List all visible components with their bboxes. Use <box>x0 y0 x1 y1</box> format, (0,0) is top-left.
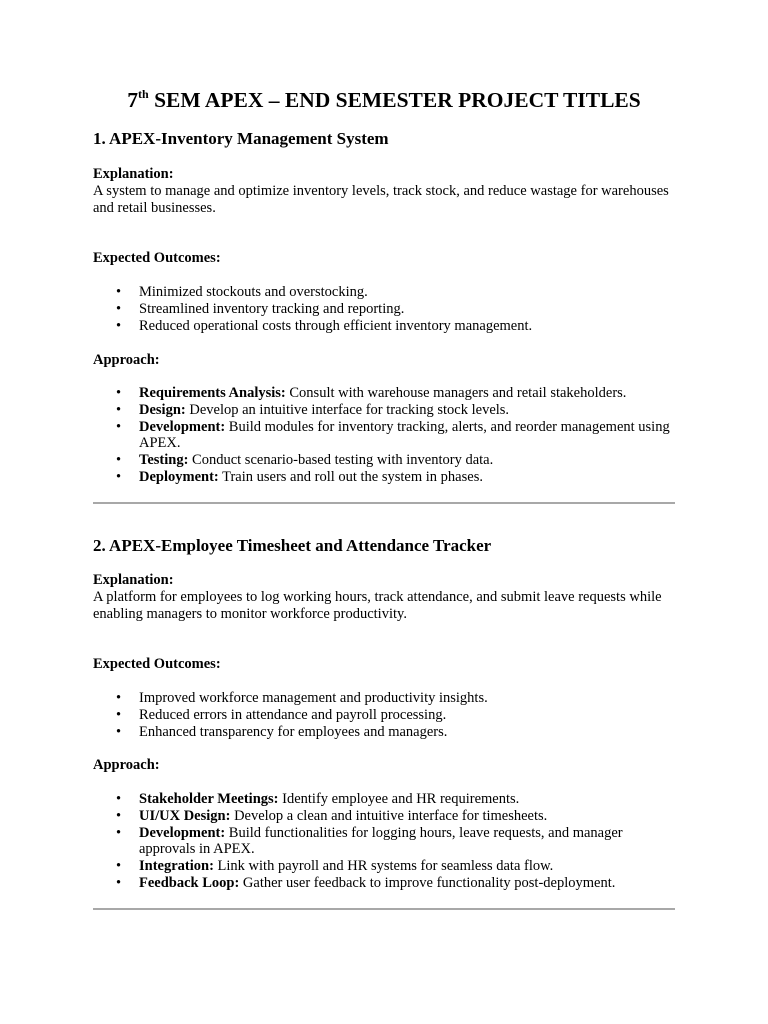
outcomes-list <box>93 284 675 334</box>
list-item: • Feedback Loop: Gather user feedback to improve functionality post-deployment. <box>93 875 675 892</box>
outcomes-list <box>93 690 675 740</box>
expected-outcomes-label: Expected Outcomes: <box>93 250 221 266</box>
explanation-label: Explanation: <box>93 572 174 588</box>
approach-list <box>93 791 675 892</box>
section-divider <box>93 908 675 910</box>
list-item: • Deployment: Train users and roll out the system in phases. <box>93 469 675 486</box>
list-item: • Integration: Link with payroll and HR systems for seamless data flow. <box>93 858 675 875</box>
explanation-text: A system to manage and optimize inventory levels, track stock, and reduce wastage for warehouses and retail businesses. <box>93 183 669 216</box>
approach-label: Approach: <box>93 352 160 368</box>
list-item: • Reduced operational costs through efficient inventory management. <box>93 318 675 335</box>
list-item: • Minimized stockouts and overstocking. <box>93 284 675 301</box>
list-item: • Enhanced transparency for employees and managers. <box>93 724 675 741</box>
list-item: • Design: Develop an intuitive interface for tracking stock levels. <box>93 402 675 419</box>
approach-list <box>93 385 675 486</box>
list-item: • UI/UX Design: Develop a clean and intuitive interface for timesheets. <box>93 808 675 825</box>
explanation-label: Explanation: <box>93 166 174 182</box>
list-item: • Requirements Analysis: Consult with warehouse managers and retail stakeholders. <box>93 385 675 402</box>
project-heading: 1. APEX-Inventory Management System <box>93 129 389 148</box>
project-heading: 2. APEX-Employee Timesheet and Attendance Tracker <box>93 536 492 555</box>
list-item: • Development: Build functionalities for logging hours, leave requests, and manager approvals in APEX. <box>93 825 675 859</box>
list-item: • Improved workforce management and productivity insights. <box>93 690 675 707</box>
list-item: • Streamlined inventory tracking and reporting. <box>93 301 675 318</box>
expected-outcomes-label: Expected Outcomes: <box>93 656 221 672</box>
list-item: • Reduced errors in attendance and payroll processing. <box>93 707 675 724</box>
document-title: 7th SEM APEX – END SEMESTER PROJECT TITLES <box>127 87 641 112</box>
list-item: • Testing: Conduct scenario-based testing with inventory data. <box>93 452 675 469</box>
explanation-text: A platform for employees to log working hours, track attendance, and submit leave requests while enabling managers to monitor workforce productivity. <box>93 589 662 622</box>
list-item: • Development: Build modules for inventory tracking, alerts, and reorder management using APEX. <box>93 419 675 453</box>
list-item: • Stakeholder Meetings: Identify employee and HR requirements. <box>93 791 675 808</box>
approach-label: Approach: <box>93 757 160 773</box>
section-divider <box>93 502 675 504</box>
